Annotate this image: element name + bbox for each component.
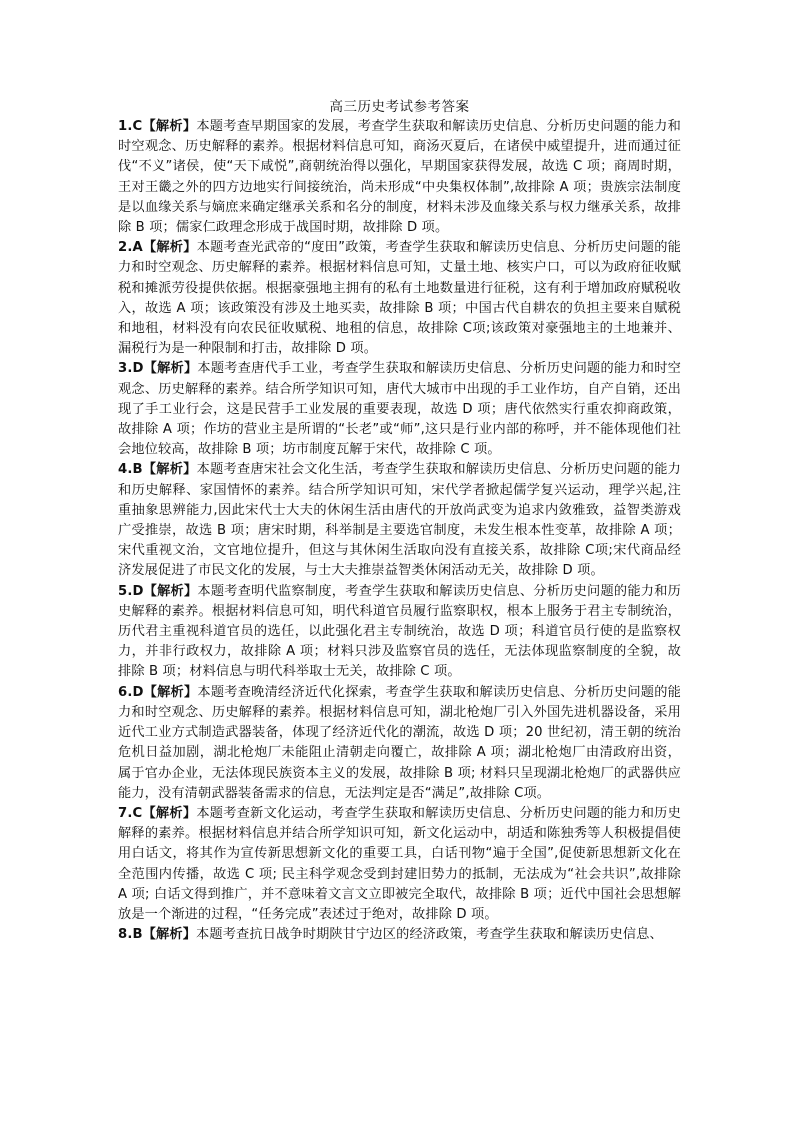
- answer-text-1: 本题考查早期国家的发展，考查学生获取和解读历史信息、分析历史问题的能力和时空观念、历史解释的素养。根据材料信息可知，商汤灭夏后，在诸侯中威望提升，进而通过征伐“不义”诸侯，使“天下咸悦”,商朝统治得以强化，早期国家获得发展，故选 C 项；商周时期，王对王畿之外的四方边地实行间接统治，尚未形成“中央集权体制”,故排除 A 项；贵族宗法制度是以血缘关系与嫡庶来确定继承关系和名分的制度，材料未涉及血缘关系与权力继承关系，故排除 B 项；儒家仁政理念形成于战国时期，故排除 D 项。: [118, 119, 681, 236]
- page-title: 高三历史考试参考答案: [329, 99, 470, 115]
- answer-lead-6: 6.D【解析】: [118, 684, 198, 700]
- answer-text-4: 本题考查唐宋社会文化生活，考查学生获取和解读历史信息、分析历史问题的能力和历史解释、家国情怀的素养。结合所学知识可知，宋代学者掀起儒学复兴运动，理学兴起,注重抽象思辨能力,因此宋代士大夫的休闲生活由唐代的开放尚武变为追求内敛雅致，益智类游戏广受推崇，故选 B 项；唐宋时期，科举制是主要选官制度，未发生根本性变革，故排除 A 项；宋代重视文治，文官地位提升，但这与其休闲生活取向没有直接关系，故排除 C项;宋代商品经济发展促进了市民文化的发展，与士大夫推崇益智类休闲活动无关，故排除 D 项。: [118, 462, 681, 579]
- answer-lead-7: 7.C【解析】: [118, 805, 197, 821]
- answer-text-8: 本题考查抗日战争时期陕甘宁边区的经济政策，考查学生获取和解读历史信息、: [196, 927, 663, 943]
- answer-lead-3: 3.D【解析】: [118, 361, 198, 377]
- answer-item-4: [118, 460, 681, 581]
- answer-lead-8: 8.B【解析】: [118, 927, 197, 943]
- answer-text-3: 本题考查唐代手工业，考查学生获取和解读历史信息、分析历史问题的能力和时空观念、历史解释的素养。结合所学知识可知，唐代大城市中出现的手工业作坊，自产自销，还出现了手工业行会，这是民营手工业发展的重要表现，故选 D 项；唐代依然实行重农抑商政策，故排除 A 项；作坊的营业主是所谓的“长老”或“师”,这只是行业内部的称呼，并不能体现他们社会地位较高，故排除 B 项；坊市制度瓦解于宋代，故排除 C 项。: [118, 361, 681, 458]
- answer-lead-2: 2.A【解析】: [118, 240, 197, 256]
- answer-lead-5: 5.D【解析】: [118, 583, 198, 599]
- answer-item-3: [118, 359, 681, 460]
- answer-document: [118, 97, 681, 945]
- answer-item-6: [118, 683, 681, 804]
- answer-item-5: [118, 582, 681, 683]
- answer-text-6: 本题考查晚清经济近代化探索，考查学生获取和解读历史信息、分析历史问题的能力和时空观念、历史解释的素养。根据材料信息可知，湖北枪炮厂引入外国先进机器设备，采用近代工业方式制造武器装备，体现了经济近代化的潮流，故选 D 项；20 世纪初，清王朝的统治危机日益加剧，湖北枪炮厂未能阻止清朝走向覆亡，故排除 A 项；湖北枪炮厂由清政府出资，属于官办企业，无法体现民族资本主义的发展，故排除 B 项; 材料只呈现湖北枪炮厂的武器供应能力，没有清朝武器装备需求的信息，无法判定是否“满足”,故排除 C项。: [118, 684, 681, 801]
- answer-lead-1: 1.C【解析】: [118, 119, 197, 134]
- answer-item-2: [118, 238, 681, 359]
- answer-text-5: 本题考查明代监察制度，考查学生获取和解读历史信息、分析历史问题的能力和历史解释的素养。根据材料信息可知，明代科道官员履行监察职权，根本上服务于君主专制统治，历代君主重视科道官员的选任，以此强化君主专制统治，故选 D 项；科道官员行使的是监察权力，并非行政权力，故排除 A 项；材料只涉及监察官员的选任，无法体现监察制度的全貌，故排除 B 项；材料信息与明代科举取士无关，故排除 C 项。: [118, 583, 681, 680]
- answer-item-8: [118, 925, 681, 945]
- answer-text-2: 本题考查光武帝的“度田”政策，考查学生获取和解读历史信息、分析历史问题的能力和时空观念、历史解释的素养。根据材料信息可知，丈量土地、核实户口，可以为政府征收赋税和摊派劳役提供依据。根据豪强地主拥有的私有土地数量进行征税，这有利于增加政府赋税收入，故选 A 项；该政策没有涉及土地买卖，故排除 B 项；中国古代自耕农的负担主要来自赋税和地租，材料没有向农民征收赋税、地租的信息，故排除 C项;该政策对豪强地主的土地兼并、漏税行为是一种限制和打击，故排除 D 项。: [118, 240, 681, 357]
- answer-item-7: [118, 804, 681, 925]
- answer-item-1: [118, 117, 681, 238]
- answer-lead-4: 4.B【解析】: [118, 462, 197, 478]
- answer-text-7: 本题考查新文化运动，考查学生获取和解读历史信息、分析历史问题的能力和历史解释的素养。根据材料信息并结合所学知识可知，新文化运动中，胡适和陈独秀等人积极提倡使用白话文，将其作为宣传新思想新文化的重要工具，白话刊物“遍于全国”,促使新思想新文化在全范围内传播，故选 C 项; 民主科学观念受到封建旧势力的抵制，无法成为“社会共识”,故排除 A 项; 白话文得到推广，并不意味着文言文立即被完全取代，故排除 B 项；近代中国社会思想解放是一个渐进的过程，“任务完成”表述过于绝对，故排除 D 项。: [118, 805, 681, 922]
